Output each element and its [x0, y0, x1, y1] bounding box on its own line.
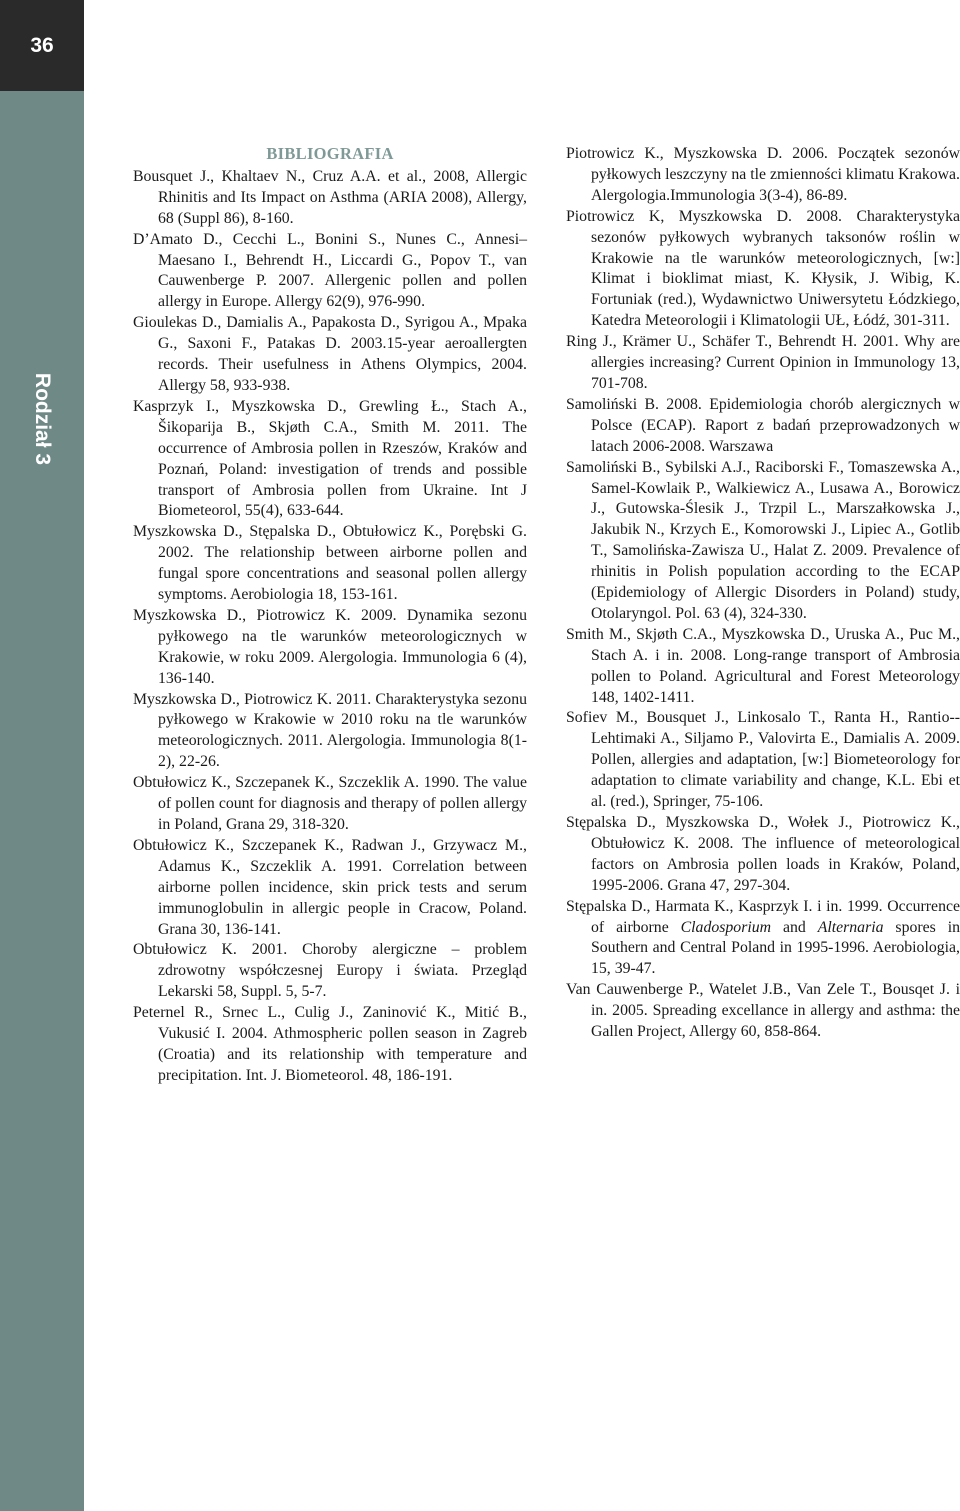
- reference-item: [566, 897, 960, 981]
- taxon-name-italic: Alternaria: [817, 918, 884, 936]
- reference-text: spores in Southern and Central Poland in 1995-1996. Aerobiologia, 15, 39-47.: [591, 918, 960, 978]
- side-color-band: [0, 0, 84, 1511]
- reference-item: Obtułowicz K. 2001. Choroby alergiczne – problem zdrowotny współczesnej Europy i świata. Przegląd Lekarski 58, Suppl. 5, 5-7.: [133, 941, 527, 1001]
- reference-item: Piotrowicz K., Myszkowska D. 2006. Początek sezonów pyłkowych leszczyny na tle zmienności klimatu Krakowa. Alergologia.Immunologia 3(3-4), 86-89.: [566, 145, 960, 204]
- reference-item: Bousquet J., Khaltaev N., Cruz A.A. et al., 2008, Allergic Rhinitis and Its Impact on Asthma (ARIA 2008), Allergy, 68 (Suppl 86), 8-160.: [133, 167, 527, 227]
- reference-item: Myszkowska D., Piotrowicz K. 2011. Charakterystyka sezonu pyłkowego w Krakowie w 2010 roku na tle warunków meteorologicznych. 2011. Alergologia. Immunologia 8(1-2), 22-26.: [133, 690, 527, 771]
- reference-item: Myszkowska D., Piotrowicz K. 2009. Dynamika sezonu pyłkowego na tle warunków meteorologicznych w Krakowie, w roku 2009. Alergologia. Immunologia 6 (4), 136-140.: [133, 606, 527, 687]
- reference-item: Samoliński B., Sybilski A.J., Raciborski F., Tomaszewska A., Samel-Kowlaik P., Walkiewicz A., Lusawa A., Borowicz J., Gutowska-Ślesik J., Trzpil L., Marszałkowska J., Jakubik N., Krzych E., Komorowski J., Lipiec A., Gotlib T., Samolińska-Zawisza U., Halat Z. 2009. Prevalence of rhinitis in Polish population according to the ECAP (Epidemiology of Allergic Disorders in Poland) study, Otolaryngol. Pol. 63 (4), 324-330.: [566, 458, 960, 622]
- chapter-label-box: [24, 366, 60, 472]
- bibliography-heading: BIBLIOGRAFIA: [266, 144, 394, 163]
- reference-text: and: [771, 918, 818, 936]
- reference-item: Kasprzyk I., Myszkowska D., Grewling Ł., Stach A., Šikoparija B., Skjøth C.A., Smith M. 2011. The occurrence of Ambrosia pollen in Rzeszów, Kraków and Poznań, Poland: investigation of trends and possible transport of Ambrosia pollen from Ukraine. Int J Biometeorol, 55(4), 633-644.: [133, 397, 527, 520]
- reference-item: Gioulekas D., Damialis A., Papakosta D., Syrigou A., Mpaka G., Saxoni F., Patakas D. 2003.15-year aeroallergten records. Their usefulness in Athens Olympics, 2004. Allergy 58, 933-938.: [133, 314, 527, 394]
- reference-item: D’Amato D., Cecchi L., Bonini S., Nunes C., Annesi–Maesano I., Behrendt H., Liccardi G., Popov T., van Cauwenberge P. 2007. Allergenic pollen and pollen allergy in Europe. Allergy 62(9), 976-990.: [133, 230, 527, 311]
- reference-item: Obtułowicz K., Szczepanek K., Radwan J., Grzywacz M., Adamus K., Szczeklik A. 1991. Correlation between airborne pollen incidence, skin prick tests and serum immunoglobulin in allergic people in Cracow, Poland. Grana 30, 136-141.: [133, 836, 527, 938]
- reference-item: Sofiev M., Bousquet J., Linkosalo T., Ranta H., Rantio--Lehtimaki A., Siljamo P., Valovirta E., Damialis A. 2009. Pollen, allergies and adaptation, [w:] Biometeorology for adaptation to climate variability and change, K.L. Ebi et al. (red.), Springer, 75-106.: [566, 709, 960, 811]
- reference-item: Samoliński B. 2008. Epidemiologia chorób alergicznych w Polsce (ECAP). Raport z badań przeprowadzonych w latach 2006-2008. Warszawa: [566, 395, 960, 455]
- reference-item: Myszkowska D., Stępalska D., Obtułowicz K., Porębski G. 2002. The relationship between airborne pollen and fungal spore concentrations and seasonal pollen allergy symptoms. Aerobiologia 18, 153-161.: [133, 523, 527, 604]
- reference-item: Ring J., Krämer U., Schäfer T., Behrendt H. 2001. Why are allergies increasing? Current Opinion in Immunology 13, 701-708.: [566, 333, 960, 392]
- reference-text: Stępalska D., Harmata K., Kasprzyk I. i in. 1999. Occurrence of airborne: [566, 897, 960, 936]
- chapter-label: Rodział 3: [31, 372, 54, 466]
- reference-item: Peternel R., Srnec L., Culig J., Zaninović K., Mitić B., Vukusić I. 2004. Athmospheric pollen season in Zagreb (Croatia) and its relationship with temperature and precipitation. Int. J. Biometeorol. 48, 186-191.: [133, 1004, 527, 1084]
- reference-item: Obtułowicz K., Szczepanek K., Szczeklik A. 1990. The value of pollen count for diagnosis and therapy of pollen allergy in Poland, Grana 29, 318-320.: [133, 774, 527, 833]
- bibliography-right-column: [566, 144, 960, 1043]
- bibliography-left-column: [133, 144, 527, 1087]
- reference-item: Piotrowicz K, Myszkowska D. 2008. Charakterystyka sezonów pyłkowych wybranych taksonów roślin w Krakowie na tle warunków meteorologicznych, [w:] Klimat i bioklimat miast, K. Kłysik, J. Wibig, K. Fortuniak (red.), Wydawnictwo Uniwersytetu Łódzkiego, Katedra Meteorologii i Klimatologii UŁ, Łódź, 301-311.: [566, 207, 960, 330]
- page-number: 36: [0, 0, 84, 91]
- reference-item: Van Cauwenberge P., Watelet J.B., Van Zele T., Bousqet J. i in. 2005. Spreading excellance in allergy and asthma: the Gallen Project, Allergy 60, 858-864.: [566, 981, 960, 1041]
- reference-item: Smith M., Skjøth C.A., Myszkowska D., Uruska A., Puc M., Stach A. i in. 2008. Long-range transport of Ambrosia pollen to Poland. Agricultural and Forest Meteorology 148, 1402-1411.: [566, 625, 960, 706]
- reference-item: Stępalska D., Myszkowska D., Wołek J., Piotrowicz K., Obtułowicz K. 2008. The influence of meteorological factors on Ambrosia pollen loads in Kraków, Poland, 1995-2006. Grana 47, 297-304.: [566, 814, 960, 894]
- taxon-name-italic: Cladosporium: [680, 918, 772, 936]
